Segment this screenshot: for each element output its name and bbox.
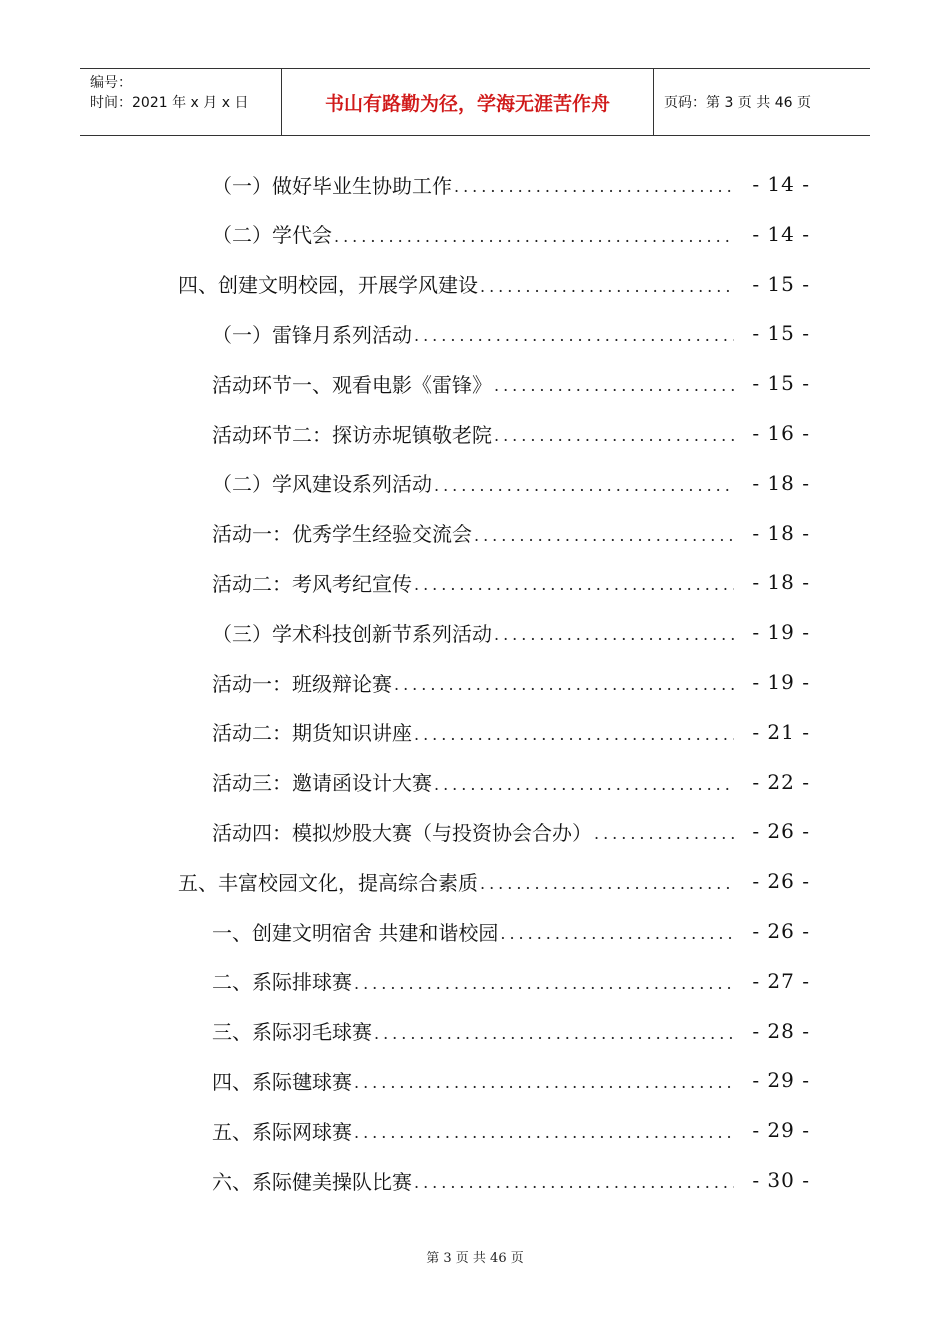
toc-entry[interactable] [212,509,810,557]
toc-entry-page: - 22 - [752,769,810,794]
toc-entry-title: 二、系际排球赛 [212,970,352,995]
document-number-label: 编号： [90,75,132,91]
toc-leader-dots [434,476,734,507]
toc-entry-title: 创建文明校园，开展学风建设 [218,273,478,298]
toc-entry-title: 活动环节二：探访赤坭镇敬老院 [212,422,492,447]
toc-entry[interactable] [212,907,810,955]
toc-entry[interactable] [212,309,810,357]
toc-leader-dots [394,675,734,706]
toc-entry-title: 活动环节一、观看电影《雷锋》 [212,372,492,397]
toc-leader-dots [354,974,734,1005]
toc-leader-dots [500,924,734,955]
toc-entry-page: - 15 - [752,271,810,296]
toc-leader-dots [414,575,734,606]
toc-entry[interactable] [212,957,810,1005]
header-meta [80,69,282,135]
toc-leader-dots [494,376,734,407]
toc-entry-page: - 15 - [752,321,810,346]
toc-entry[interactable] [178,260,810,308]
toc-entry-page: - 16 - [752,421,810,445]
toc-entry-number: 四、 [178,273,218,298]
toc-entry[interactable] [178,857,810,905]
toc-entry-title: 活动一：优秀学生经验交流会 [212,522,472,547]
toc-entry-page: - 26 - [752,819,810,844]
toc-leader-dots [480,874,734,905]
toc-leader-dots [480,277,734,308]
toc-entry-title: 一、创建文明宿舍 共建和谐校园 [212,920,499,945]
toc-leader-dots [474,526,734,557]
toc-entry-title: （一）做好毕业生协助工作 [212,173,452,198]
toc-entry-page: - 19 - [752,670,810,694]
page-header [80,68,870,136]
toc-entry-page: - 28 - [752,1018,810,1043]
toc-leader-dots [354,1123,734,1154]
toc-entry-title: 四、系际毽球赛 [212,1069,352,1094]
toc-entry-page: - 29 - [752,1118,810,1143]
toc-entry[interactable] [212,758,810,806]
toc-entry-title: （三）学术科技创新节系列活动 [212,621,492,646]
toc-entry[interactable] [212,160,810,208]
toc-entry-page: - 26 - [752,919,810,943]
toc-entry[interactable] [212,409,810,457]
toc-entry-page: - 18 - [752,520,810,545]
toc-entry-page: - 29 - [752,1068,810,1093]
toc-leader-dots [594,824,734,855]
toc-entry-title: 五、系际网球赛 [212,1119,352,1144]
toc-entry-title: 六、系际健美操队比赛 [212,1169,412,1194]
toc-entry-title: （二）学代会 [212,223,332,248]
toc-entry-number: 五、 [178,870,218,895]
toc-entry-page: - 30 - [752,1168,810,1192]
toc-entry-title: （一）雷锋月系列活动 [212,322,412,347]
toc-entry-title: 丰富校园文化，提高综合素质 [218,870,478,895]
toc-entry-title: 活动一：班级辩论赛 [212,671,392,696]
toc-entry[interactable] [212,608,810,656]
toc-leader-dots [374,1024,734,1055]
toc-entry-title: 活动三：邀请函设计大赛 [212,771,432,796]
toc-entry[interactable] [212,210,810,258]
toc-entry[interactable] [212,1007,810,1055]
toc-entry-page: - 21 - [752,719,810,744]
toc-entry-page: - 26 - [752,869,810,894]
toc-leader-dots [334,227,734,258]
toc-entry[interactable] [212,459,810,507]
toc-entry-page: - 19 - [752,620,810,645]
toc-entry-title: 活动二：考风考纪宣传 [212,571,412,596]
toc-leader-dots [414,725,734,756]
toc-entry[interactable] [212,558,810,606]
toc-entry-page: - 14 - [752,172,810,196]
toc-entry[interactable] [212,359,810,407]
toc-entry-page: - 18 - [752,470,810,495]
toc-entry[interactable] [212,807,810,855]
toc-leader-dots [494,625,734,656]
toc-leader-dots [414,326,734,357]
toc-leader-dots [354,1073,734,1104]
toc-entry-page: - 18 - [752,570,810,595]
toc-entry-title: 活动二：期货知识讲座 [212,721,412,746]
header-page-info: 页码：第 3 页 共 46 页 [664,95,811,111]
toc-entry-title: 三、系际羽毛球赛 [212,1020,372,1045]
header-motto: 书山有路勤为径，学海无涯苦作舟 [282,69,654,135]
toc-entry-title: 活动四：模拟炒股大赛（与投资协会合办） [212,820,592,845]
toc-leader-dots [434,775,734,806]
toc-entry[interactable] [212,658,810,706]
toc-leader-dots [454,177,734,208]
toc-entry[interactable] [212,1106,810,1154]
toc-leader-dots [494,426,734,457]
toc-entry-page: - 15 - [752,371,810,396]
toc-entry[interactable] [212,1156,810,1204]
page-footer: 第 3 页 共 46 页 [426,1251,524,1266]
toc-entry-title: （二）学风建设系列活动 [212,472,432,497]
toc-entry-page: - 27 - [752,968,810,993]
document-date: 时间：2021 年 x 月 x 日 [90,95,249,111]
toc-entry[interactable] [212,708,810,756]
toc-entry-page: - 14 - [752,221,810,246]
toc-entry[interactable] [212,1056,810,1104]
toc-leader-dots [414,1173,734,1204]
